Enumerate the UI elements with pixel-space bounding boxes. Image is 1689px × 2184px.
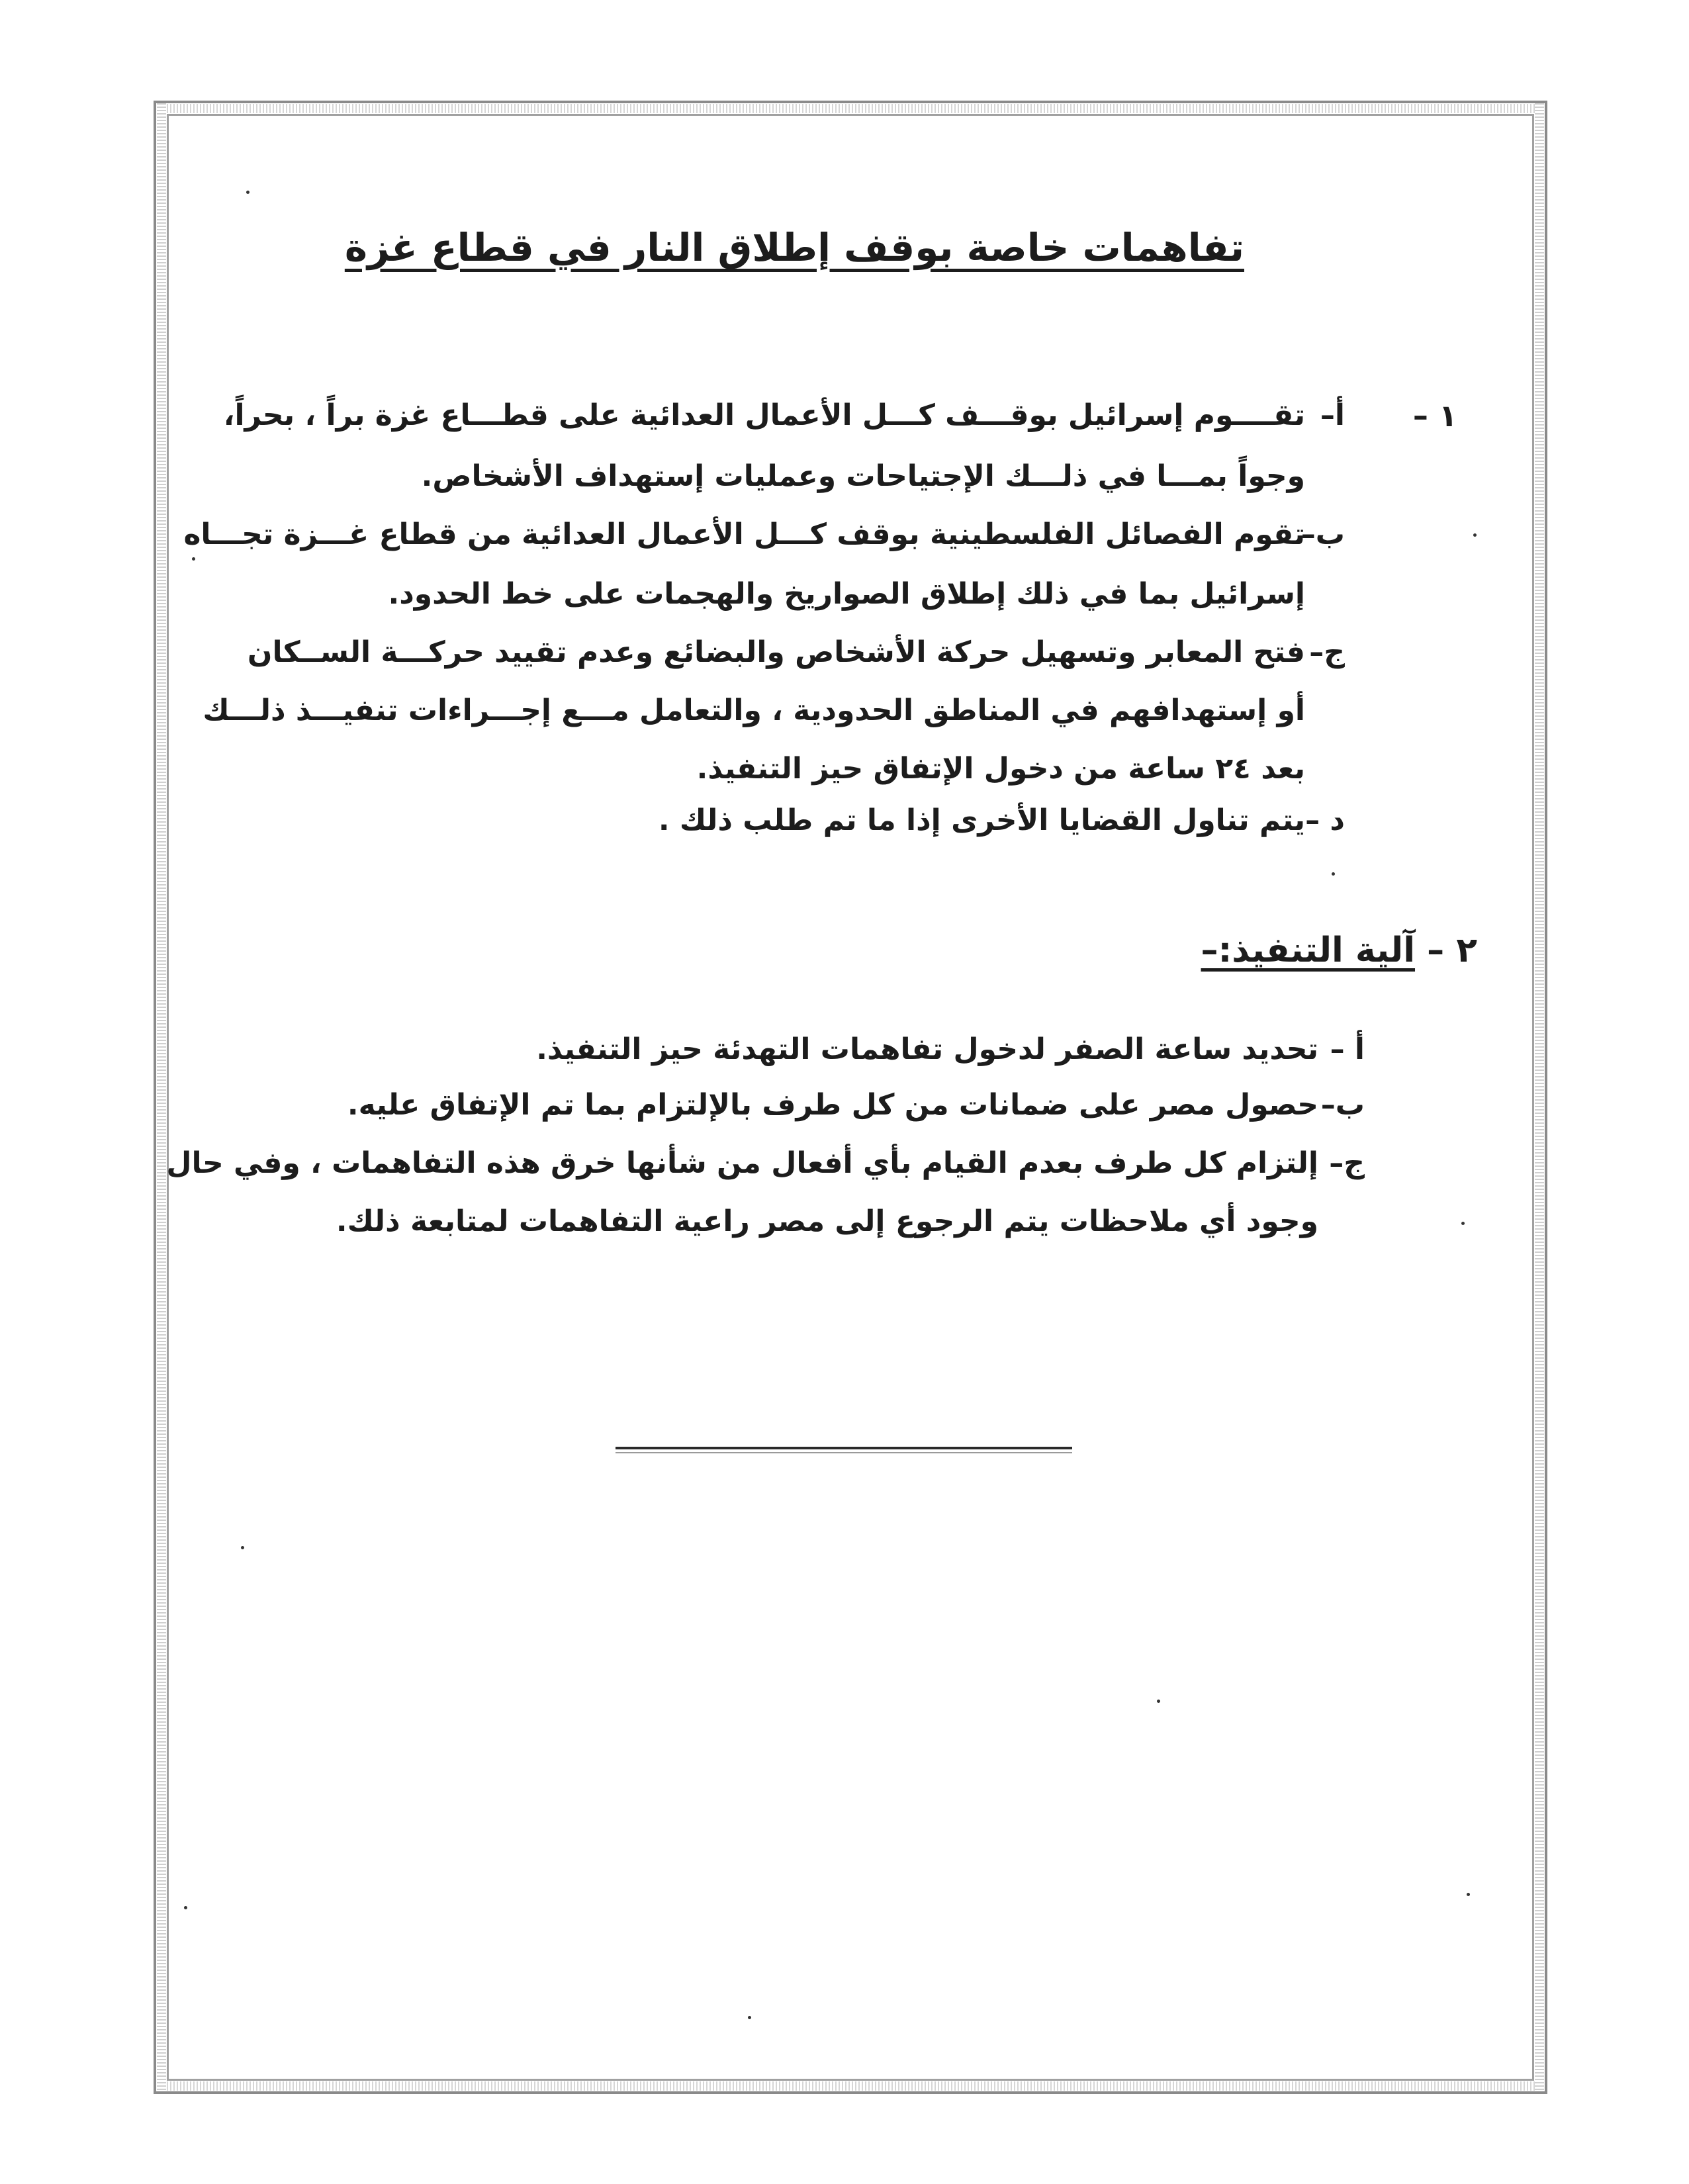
item-line: حصول مصر على ضمانات من كل طرف بالإلتزام بما تم الإتفاق عليه. (347, 1088, 1318, 1122)
section-2-title: آلية التنفيذ:– (1201, 931, 1416, 970)
scan-speck (1461, 1222, 1465, 1225)
scan-speck (184, 1906, 187, 1909)
item-marker: ب– (1320, 1088, 1365, 1122)
item-line: وجود أي ملاحظات يتم الرجوع إلى مصر راعية التفاهمات لمتابعة ذلك. (336, 1205, 1318, 1238)
scan-speck (748, 2016, 751, 2019)
item-line: أو إستهدافهم في المناطق الحدودية ، والتعامل مـــع إجـــراءات تنفيـــذ ذلـــك (203, 694, 1305, 727)
item-marker: أ – (1330, 1032, 1365, 1066)
item-marker: أ– (1320, 398, 1345, 432)
scan-speck (241, 1546, 244, 1549)
section-2-heading (815, 929, 1477, 976)
section-2-heading-text (1201, 929, 1477, 972)
item-marker: ج– (1309, 635, 1345, 669)
item-marker: ج– (1329, 1146, 1365, 1180)
item-line: بعد ٢٤ ساعة من دخول الإتفاق حيز التنفيذ. (696, 752, 1305, 786)
item-line: تقــــوم إسرائيل بوقـــف كـــل الأعمال العدائية على قطـــاع غزة براً ، بحراً، (223, 398, 1305, 432)
item-line: تقوم الفصائل الفلسطينية بوقف كـــل الأعمال العدائية من قطاع غـــزة تجـــاه (183, 518, 1305, 551)
scan-speck (1473, 533, 1477, 537)
scan-speck (246, 191, 250, 194)
document-title: تفاهمات خاصة بوقف إطلاق النار في قطاع غزة (344, 225, 1244, 270)
scan-speck (192, 557, 195, 561)
item-line: وجواً بمـــا في ذلـــك الإجتياحات وعمليات إستهداف الأشخاص. (421, 459, 1305, 493)
closing-divider-shadow (616, 1452, 1072, 1453)
closing-divider (616, 1447, 1072, 1449)
item-marker: د – (1305, 803, 1345, 837)
scan-speck (1332, 872, 1335, 876)
item-line: إلتزام كل طرف بعدم القيام بأي أفعال من شأنها خرق هذه التفاهمات ، وفي حال (166, 1146, 1318, 1180)
item-marker: ب– (1301, 518, 1345, 551)
item-line: إسرائيل بما في ذلك إطلاق الصواريخ والهجمات على خط الحدود. (388, 577, 1305, 611)
item-line: يتم تناول القضايا الأخرى إذا ما تم طلب ذلك . (658, 803, 1305, 837)
item-line: تحديد ساعة الصفر لدخول تفاهمات التهدئة حيز التنفيذ. (536, 1032, 1318, 1066)
item-line: فتح المعابر وتسهيل حركة الأشخاص والبضائع وعدم تقييد حركـــة الســكان (247, 635, 1305, 669)
scan-speck (1467, 1893, 1470, 1896)
section-1-number: ١ – (1412, 398, 1457, 433)
scan-speck (1157, 1700, 1160, 1703)
section-2-number: ٢ – (1427, 931, 1477, 970)
